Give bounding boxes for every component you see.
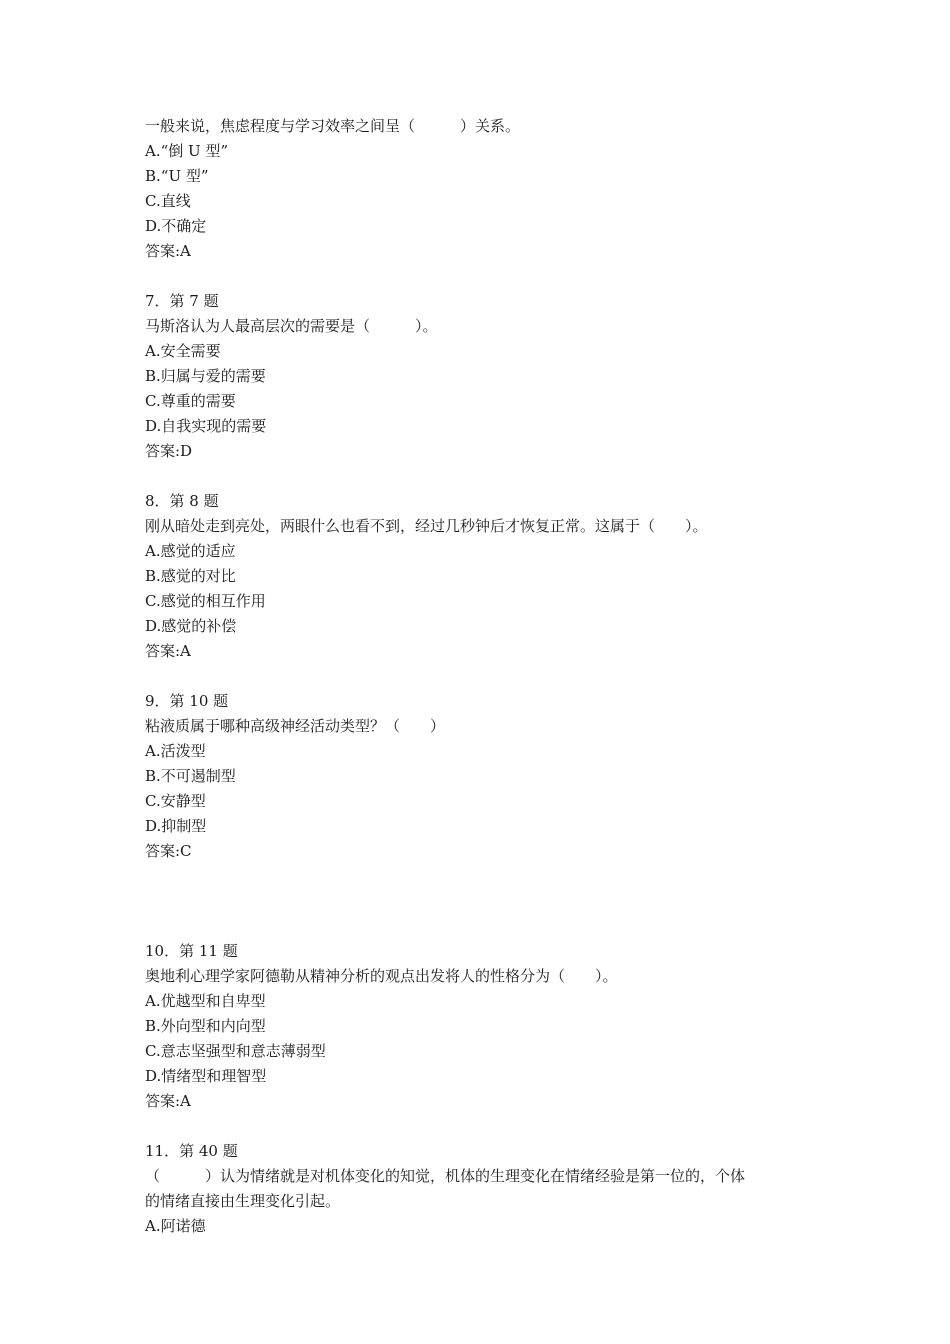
option-a: A.阿诺德: [145, 1217, 206, 1235]
option-c: C.直线: [145, 192, 191, 210]
option-d: D.情绪型和理智型: [145, 1067, 267, 1085]
question-heading: 9．第 10 题: [145, 692, 229, 710]
answer-text: 答案:D: [145, 442, 193, 460]
option-a: A.“倒 U 型”: [145, 142, 229, 160]
option-c: C.尊重的需要: [145, 392, 236, 410]
question-heading: 10．第 11 题: [145, 942, 238, 960]
question-block-10: [145, 939, 825, 1114]
spacer: [145, 914, 825, 939]
question-block-7: [145, 289, 825, 464]
question-text: 粘液质属于哪种高级神经活动类型？（ ）: [145, 717, 446, 735]
question-text: 刚从暗处走到亮处，两眼什么也看不到，经过几秒钟后才恢复正常。这属于（ ）。: [145, 517, 708, 535]
document-page: [145, 114, 825, 1239]
option-b: B.感觉的对比: [145, 567, 236, 585]
question-text: 奥地利心理学家阿德勒从精神分析的观点出发将人的性格分为（ ）。: [145, 967, 618, 985]
answer-text: 答案:C: [145, 842, 192, 860]
option-d: D.抑制型: [145, 817, 207, 835]
option-d: D.自我实现的需要: [145, 417, 267, 435]
question-text-line-2: 的情绪直接由生理变化引起。: [145, 1192, 341, 1210]
option-c: C.感觉的相互作用: [145, 592, 266, 610]
option-a: A.安全需要: [145, 342, 221, 360]
answer-text: 答案:A: [145, 242, 191, 260]
option-a: A.活泼型: [145, 742, 206, 760]
option-b: B.归属与爱的需要: [145, 367, 266, 385]
answer-text: 答案:A: [145, 1092, 191, 1110]
spacer: [145, 264, 825, 289]
option-c: C.安静型: [145, 792, 206, 810]
question-text-line-1: （ ）认为情绪就是对机体变化的知觉，机体的生理变化在情绪经验是第一位的，个体: [145, 1167, 746, 1185]
question-heading: 8．第 8 题: [145, 492, 219, 510]
spacer: [145, 864, 825, 914]
option-b: B.不可遏制型: [145, 767, 236, 785]
option-d: D.不确定: [145, 217, 207, 235]
option-d: D.感觉的补偿: [145, 617, 237, 635]
question-block-11: [145, 1139, 825, 1239]
option-c: C.意志坚强型和意志薄弱型: [145, 1042, 326, 1060]
question-text: 一般来说，焦虑程度与学习效率之间呈（ ）关系。: [145, 117, 521, 135]
question-heading: 11．第 40 题: [145, 1142, 238, 1160]
answer-text: 答案:A: [145, 642, 191, 660]
question-block-1: [145, 114, 825, 264]
option-a: A.优越型和自卑型: [145, 992, 266, 1010]
question-text: 马斯洛认为人最高层次的需要是（ ）。: [145, 317, 438, 335]
question-block-9: [145, 689, 825, 864]
spacer: [145, 1114, 825, 1139]
question-heading: 7．第 7 题: [145, 292, 219, 310]
question-block-8: [145, 489, 825, 664]
spacer: [145, 464, 825, 489]
option-a: A.感觉的适应: [145, 542, 236, 560]
spacer: [145, 664, 825, 689]
option-b: B.“U 型”: [145, 167, 209, 185]
option-b: B.外向型和内向型: [145, 1017, 266, 1035]
